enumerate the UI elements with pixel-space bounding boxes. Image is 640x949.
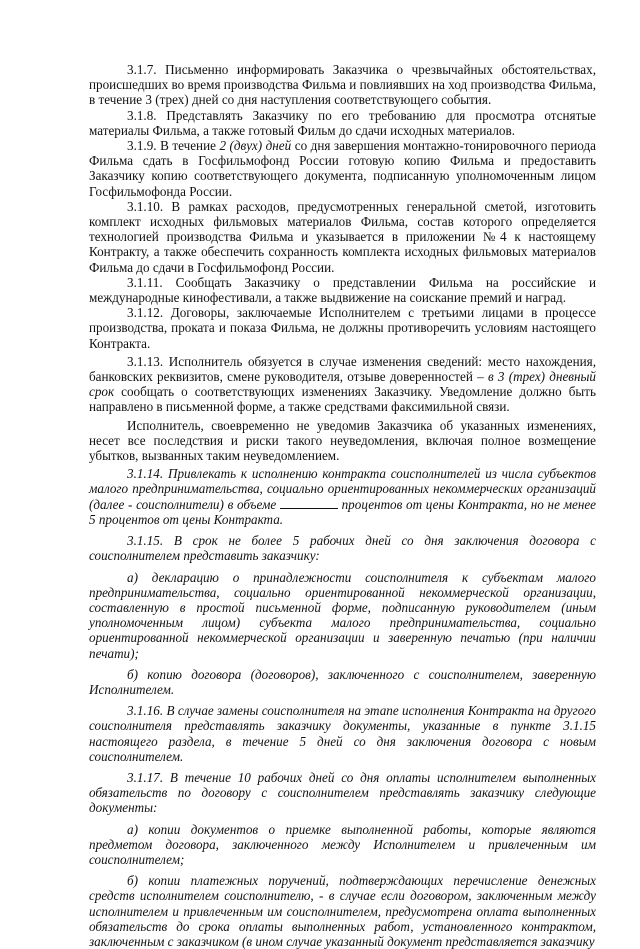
clause-3-1-15-b: б) копию договора (договоров), заключенного с соисполнителем, заверенную Исполнителем. <box>89 666 596 697</box>
clause-3-1-9-lead: 3.1.9. В течение <box>127 138 220 154</box>
clause-3-1-17: 3.1.17. В течение 10 рабочих дней со дня оплаты исполнителем выполненных обязательств по договору с соисполнителем представлять заказчику следующие документы: <box>89 769 596 816</box>
clause-3-1-13-rest: сообщать о соответствующих изменениях Заказчику. Уведомление должно быть направлено в письменной форме, а также средствами факсимильной связи. <box>89 384 596 415</box>
clause-3-1-7: 3.1.7. Письменно информировать Заказчика о чрезвычайных обстоятельствах, происшедших во время производства Фильма и повлиявших на ход производства Фильма, в течение 3 (трех) дней со дня наступления соответствующего события. <box>89 62 596 108</box>
clause-3-1-9-rest: со дня завершения монтажно-тонировочного периода Фильма сдать в Госфильмофонд России готовую копию Фильма и предоставить Заказчику копию соответствующего документа, подписанную уполномоченным лицом Госфильмофонда России. <box>89 138 596 199</box>
clause-3-1-8: 3.1.8. Представлять Заказчику по его требованию для просмотра отснятые материалы Фильма, а также готовый Фильм до сдачи исходных материалов. <box>89 107 596 138</box>
clause-3-1-11: 3.1.11. Сообщать Заказчику о представлении Фильма на российские и международные кинофестивали, а также выдвижение на соискание премий и наград. <box>89 274 596 306</box>
clause-3-1-14-rest: процентов от цены Контракта, но не менее 5 процентов от цены Контракта. <box>89 496 597 527</box>
clause-3-1-9 <box>89 138 596 199</box>
clause-3-1-17-b: б) копии платежных поручений, подтверждающих перечисление денежных средств исполнителем соисполнителю, - в случае если договором, заключенным между исполнителем и привлеченным им соисполнителем, предусмотрена оплата выполненных обязательств до срока оплаты выполненных работ, установленного контрактом, заключенным с заказчиком (в ином случае указанный документ представляется заказчику <box>89 873 596 949</box>
clause-notification: Исполнитель, своевременно не уведомив Заказчика об указанных изменениях, несет все последствия и риски такого неуведомления, включая полное возмещение убытков, вызванных таким неуведомлением. <box>89 417 596 464</box>
clause-3-1-14-lead: 3.1.14. Привлекать к исполнению контракта соисполнителей из числа субъектов малого предпринимательства, социально ориентированных некоммерческих организаций (далее - соисполнители) в объеме <box>89 466 596 512</box>
blank-line <box>280 498 338 509</box>
clause-3-1-17-a: а) копии документов о приемке выполненной работы, которые являются предметом договора, заключенного между Исполнителем и привлеченным им соисполнителем; <box>89 821 596 867</box>
clause-3-1-10: 3.1.10. В рамках расходов, предусмотренных генеральной сметой, изготовить комплект исходных фильмовых материалов Фильма, состав которого определяется технологией производства Фильма и указывается в приложении №4 к настоящему Контракту, а также обеспечить сохранность комплекта исходных фильмовых материалов Фильма до сдачи в Госфильмофонд России. <box>89 198 596 275</box>
clause-3-1-13-term: в 3 (трех) дневный срок <box>89 369 597 400</box>
clause-3-1-16: 3.1.16. В случае замены соисполнителя на этапе исполнения Контракта на другого соисполнителя представлять заказчику документы, указанные в пункте 3.1.15 настоящего раздела, в течение 5 дней со дня заключения договора с новым соисполнителем. <box>89 703 596 764</box>
clause-3-1-14 <box>89 466 596 527</box>
clause-3-1-9-term: 2 (двух) дней <box>219 138 292 154</box>
clause-3-1-13-lead: 3.1.13. Исполнитель обязуется в случае изменения сведений: место нахождения, банковских реквизитов, смене руководителя, отзыве доверенностей – <box>89 353 596 385</box>
clause-3-1-15-a: а) декларацию о принадлежности соисполнителя к субъектам малого предпринимательства, социально ориентированной некоммерческой организации, составленную в простой письменной форме, подписанную руководителем (иным уполномоченным лицом) субъекта малого предпринимательства, социально ориентированной некоммерческой организации и заверенную печатью (при наличии печати); <box>89 569 596 661</box>
clause-3-1-13 <box>89 354 596 415</box>
clause-3-1-12: 3.1.12. Договоры, заключаемые Исполнителем с третьими лицами в процессе производства, проката и показа Фильма, не должны противоречить условиям настоящего Контракта. <box>89 305 596 351</box>
clause-3-1-15: 3.1.15. В срок не более 5 рабочих дней со дня заключения договора с соисполнителем представить заказчику: <box>89 533 596 564</box>
